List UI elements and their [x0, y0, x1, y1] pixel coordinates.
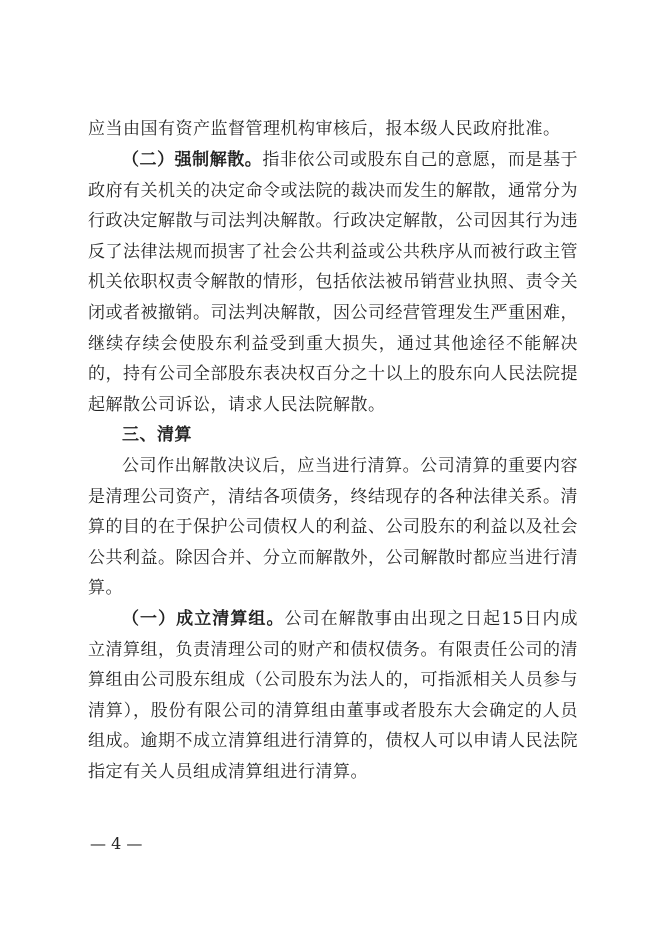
forced-dissolution-body: 指非依公司或股东自己的意愿，而是基于政府有关机关的决定命令或法院的裁决而发生的解散，通常分为行政决定解散与司法判决解散。行政决定解散，公司因其行为违反了法律法规而损害了社会公共利益或公共秩序从而被行政主管机关依职权责令解散的情形，包括依法被吊销营业执照、责令关闭或者被撤销。司法判决解散，因公司经营管理发生严重困难，继续存续会使股东利益受到重大损失，通过其他途径不能解决的，持有公司全部股东表决权百分之十以上的股东向人民法院提起解散公司诉讼，请求人民法院解散。: [88, 150, 579, 415]
section-heading-liquidation: 三、清算: [122, 425, 192, 446]
paragraph-forced-dissolution: [88, 145, 578, 420]
liquidation-group-label: （一）成立清算组。: [122, 608, 285, 629]
liquidation-group-body: 公司在解散事由出现之日起15日内成立清算组，负责清理公司的财产和债权债务。有限责任公司的清算组由公司股东组成（公司股东为法人的，可指派相关人员参与清算），股份有限公司的清算组由董事或者股东大会确定的人员组成。逾期不成立清算组进行清算的，债权人可以申请人民法院指定有关人员组成清算组进行清算。: [88, 608, 578, 782]
paragraph-liquidation-intro: 公司作出解散决议后，应当进行清算。公司清算的重要内容是清理公司资产，清结各项债务，终结现存的各种法律关系。清算的目的在于保护公司债权人的利益、公司股东的利益以及社会公共利益。除因合并、分立而解散外，公司解散时都应当进行清算。: [88, 455, 578, 599]
continued-line: 应当由国有资产监督管理机构审核后，报本级人民政府批准。: [88, 119, 561, 139]
paragraph-liquidation-group: [88, 604, 578, 788]
body-text: [88, 145, 578, 787]
forced-dissolution-label: （二）强制解散。: [122, 150, 263, 170]
continued-paragraph: [88, 114, 578, 145]
page-number: — 4 —: [90, 834, 143, 853]
